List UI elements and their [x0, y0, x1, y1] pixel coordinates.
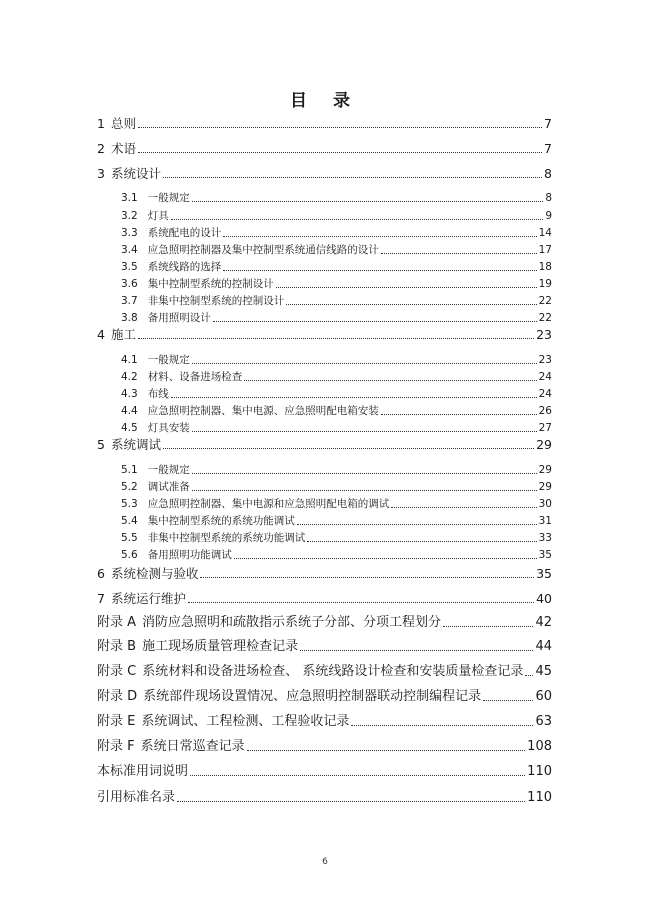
- toc-entry-number: 4.2: [121, 371, 138, 383]
- toc-dot-leader: [213, 321, 537, 322]
- toc-entry-title: 施工: [110, 327, 136, 342]
- toc-entry-title: 系统检测与验收: [110, 566, 199, 581]
- toc-entry-page: 29: [538, 481, 552, 493]
- toc-entry-page: 35: [538, 549, 552, 561]
- toc-entry[interactable]: [97, 140, 552, 158]
- toc-entry-page: 19: [538, 278, 552, 290]
- toc-entry-page: 42: [535, 615, 552, 630]
- toc-dot-leader: [138, 338, 534, 339]
- toc-entry-page: 17: [538, 244, 552, 256]
- toc-entry[interactable]: [97, 638, 552, 656]
- toc-entry[interactable]: [121, 258, 552, 276]
- toc-entry-title: 集中控制型系统的控制设计: [147, 278, 274, 290]
- toc-entry-page: 40: [536, 591, 552, 606]
- toc-entry[interactable]: [97, 663, 552, 681]
- toc-entry[interactable]: [121, 495, 552, 513]
- toc-entry[interactable]: [121, 309, 552, 327]
- toc-entry-number: 1: [97, 116, 105, 131]
- toc-entry-page: 22: [538, 312, 552, 324]
- toc-entry-page: 7: [544, 141, 552, 156]
- toc-dot-leader: [138, 152, 542, 153]
- toc-dot-leader: [138, 127, 542, 128]
- toc-entry-title: 系统运行维护: [110, 591, 186, 606]
- toc-entry-page: 24: [538, 388, 552, 400]
- toc-entry[interactable]: [97, 688, 552, 706]
- toc-dot-leader: [351, 725, 533, 726]
- toc-entry-number: 3.4: [121, 244, 138, 256]
- toc-entry[interactable]: [121, 512, 552, 530]
- toc-entry-title: 应急照明控制器及集中控制型系统通信线路的设计: [147, 244, 379, 256]
- toc-entry-number: 5.5: [121, 532, 138, 544]
- toc-entry-number: 3.2: [121, 210, 138, 222]
- toc-entry-number: 3: [97, 166, 105, 181]
- toc-entry[interactable]: [121, 385, 552, 403]
- toc-entry-page: 22: [538, 295, 552, 307]
- toc-entry-number: 5.1: [121, 464, 138, 476]
- toc-entry-title: 材料、设备进场检查: [147, 371, 243, 383]
- toc-entry-title: 系统日常巡查记录: [140, 739, 245, 754]
- toc-entry-number: 4.3: [121, 388, 138, 400]
- toc-entry-page: 27: [538, 422, 552, 434]
- toc-dot-leader: [163, 448, 534, 449]
- toc-entry-page: 29: [538, 464, 552, 476]
- toc-entry-page: 26: [538, 405, 552, 417]
- toc-dot-leader: [307, 541, 536, 542]
- toc-entry-page: 24: [538, 371, 552, 383]
- toc-entry-number: 4.5: [121, 422, 138, 434]
- toc-entry[interactable]: [121, 189, 552, 207]
- toc-dot-leader: [381, 253, 537, 254]
- toc-entry-page: 110: [527, 764, 552, 779]
- toc-entry-title: 系统调试、工程检测、工程验收记录: [141, 714, 350, 729]
- toc-entry[interactable]: [97, 738, 552, 756]
- toc-entry-page: 31: [538, 515, 552, 527]
- toc-dot-leader: [525, 675, 533, 676]
- toc-entry-title: 布线: [147, 388, 169, 400]
- toc-entry[interactable]: [97, 436, 552, 454]
- toc-entry-number: 附录 E: [97, 714, 136, 729]
- toc-entry[interactable]: [97, 115, 552, 133]
- toc-entry-title: 引用标准名录: [97, 790, 176, 805]
- toc-entry-title: 消防应急照明和疏散指示系统子分部、分项工程划分: [142, 615, 442, 630]
- toc-entry-title: 备用照明设计: [147, 312, 211, 324]
- toc-dot-leader: [192, 490, 537, 491]
- toc-dot-leader: [483, 700, 533, 701]
- toc-entry[interactable]: [121, 546, 552, 564]
- toc-entry-number: 6: [97, 566, 105, 581]
- toc-entry-title: 系统配电的设计: [147, 227, 222, 239]
- toc-entry-title: 系统调试: [110, 437, 161, 452]
- toc-entry-number: 附录 B: [97, 639, 137, 654]
- toc-entry-number: 5.3: [121, 498, 138, 510]
- toc-entry[interactable]: [121, 224, 552, 242]
- toc-dot-leader: [190, 775, 525, 776]
- toc-entry[interactable]: [121, 292, 552, 310]
- toc-entry[interactable]: [121, 419, 552, 437]
- toc-entry-number: 5.2: [121, 481, 138, 493]
- toc-entry-page: 8: [544, 166, 552, 181]
- toc-entry-title: 非集中控制型系统的控制设计: [147, 295, 285, 307]
- toc-entry-number: 附录 A: [97, 615, 137, 630]
- toc-entry[interactable]: [121, 275, 552, 293]
- toc-dot-leader: [171, 397, 537, 398]
- toc-entry-title: 术语: [110, 141, 136, 156]
- toc-entry-number: 3.6: [121, 278, 138, 290]
- toc-dot-leader: [177, 801, 525, 802]
- toc-entry-number: 3.7: [121, 295, 138, 307]
- toc-dot-leader: [223, 236, 536, 237]
- toc-entry-page: 7: [544, 116, 552, 131]
- toc-entry-number: 附录 C: [97, 664, 137, 679]
- toc-title: 目 录: [290, 91, 360, 111]
- toc-entry-number: 5: [97, 437, 105, 452]
- toc-entry-title: 应急照明控制器、集中电源和应急照明配电箱的调试: [147, 498, 390, 510]
- toc-dot-leader: [443, 626, 533, 627]
- toc-entry-number: 3.5: [121, 261, 138, 273]
- toc-dot-leader: [192, 201, 544, 202]
- toc-entry[interactable]: [121, 368, 552, 386]
- toc-entry-number: 5.6: [121, 549, 138, 561]
- toc-entry-page: 33: [538, 532, 552, 544]
- toc-entry-title: 施工现场质量管理检查记录: [142, 639, 299, 654]
- toc-dot-leader: [192, 431, 537, 432]
- toc-entry-title: 系统部件现场设置情况、应急照明控制器联动控制编程记录: [143, 689, 482, 704]
- toc-entry[interactable]: [121, 241, 552, 259]
- toc-entry-title: 应急照明控制器、集中电源、应急照明配电箱安装: [147, 405, 379, 417]
- toc-entry[interactable]: [121, 402, 552, 420]
- toc-entry-page: 23: [536, 327, 552, 342]
- toc-entry-number: 7: [97, 591, 105, 606]
- toc-dot-leader: [223, 270, 536, 271]
- toc-entry-title: 灯具安装: [147, 422, 190, 434]
- toc-entry-page: 8: [545, 192, 552, 204]
- toc-entry[interactable]: [121, 461, 552, 479]
- toc-entry[interactable]: [121, 207, 552, 225]
- toc-entry-page: 63: [535, 714, 552, 729]
- toc-dot-leader: [188, 602, 534, 603]
- toc-dot-leader: [300, 650, 533, 651]
- toc-dot-leader: [247, 750, 526, 751]
- toc-dot-leader: [192, 473, 537, 474]
- toc-entry[interactable]: [121, 529, 552, 547]
- toc-entry[interactable]: [97, 565, 552, 583]
- toc-entry-page: 14: [538, 227, 552, 239]
- toc-entry-number: 4.1: [121, 354, 138, 366]
- toc-entry-page: 29: [536, 437, 552, 452]
- toc-dot-leader: [163, 177, 542, 178]
- toc-entry-page: 45: [535, 664, 552, 679]
- toc-dot-leader: [391, 507, 536, 508]
- toc-entry-page: 18: [538, 261, 552, 273]
- toc-entry[interactable]: [121, 478, 552, 496]
- toc-entry[interactable]: [97, 614, 552, 632]
- toc-dot-leader: [200, 577, 534, 578]
- toc-entry-number: 3.8: [121, 312, 138, 324]
- toc-entry[interactable]: [97, 165, 552, 183]
- toc-entry-title: 总则: [110, 116, 136, 131]
- toc-entry-title: 系统设计: [110, 166, 161, 181]
- toc-entry-number: 3.3: [121, 227, 138, 239]
- toc-entry[interactable]: [97, 590, 552, 608]
- toc-entry-page: 110: [527, 790, 552, 805]
- toc-dot-leader: [192, 363, 537, 364]
- toc-dot-leader: [244, 380, 536, 381]
- toc-entry-page: 30: [538, 498, 552, 510]
- toc-dot-leader: [381, 414, 537, 415]
- toc-entry-title: 灯具: [147, 210, 169, 222]
- toc-dot-leader: [234, 558, 537, 559]
- toc-entry-title: 一般规定: [147, 464, 190, 476]
- toc-dot-leader: [171, 219, 544, 220]
- toc-entry-page: 23: [538, 354, 552, 366]
- toc-entry-title: 系统线路的选择: [147, 261, 222, 273]
- toc-entry-page: 9: [545, 210, 552, 222]
- toc-entry-number: 5.4: [121, 515, 138, 527]
- toc-entry[interactable]: [97, 713, 552, 731]
- toc-entry-number: 2: [97, 141, 105, 156]
- toc-dot-leader: [276, 287, 537, 288]
- toc-entry-page: 44: [535, 639, 552, 654]
- toc-entry-page: 60: [535, 689, 552, 704]
- toc-entry-number: 3.1: [121, 192, 138, 204]
- toc-entry-title: 调试准备: [147, 481, 190, 493]
- toc-entry[interactable]: [121, 351, 552, 369]
- toc-entry-title: 一般规定: [147, 192, 190, 204]
- toc-entry-title: 系统材料和设备进场检查、 系统线路设计检查和安装质量检查记录: [142, 664, 524, 679]
- toc-entry-page: 108: [527, 739, 552, 754]
- toc-entry[interactable]: [97, 789, 552, 807]
- toc-dot-leader: [297, 524, 537, 525]
- toc-entry-page: 35: [536, 566, 552, 581]
- page-number-footer: 6: [322, 857, 328, 867]
- toc-entry-number: 4.4: [121, 405, 138, 417]
- toc-entry[interactable]: [97, 763, 552, 781]
- toc-entry-title: 本标准用词说明: [97, 764, 189, 779]
- toc-dot-leader: [286, 304, 536, 305]
- toc-entry-number: 4: [97, 327, 105, 342]
- toc-entry-title: 备用照明功能调试: [147, 549, 232, 561]
- toc-entry-number: 附录 D: [97, 689, 138, 704]
- toc-entry[interactable]: [97, 326, 552, 344]
- toc-entry-number: 附录 F: [97, 739, 135, 754]
- toc-entry-title: 非集中控制型系统的系统功能调试: [147, 532, 306, 544]
- toc-entry-title: 一般规定: [147, 354, 190, 366]
- toc-entry-title: 集中控制型系统的系统功能调试: [147, 515, 295, 527]
